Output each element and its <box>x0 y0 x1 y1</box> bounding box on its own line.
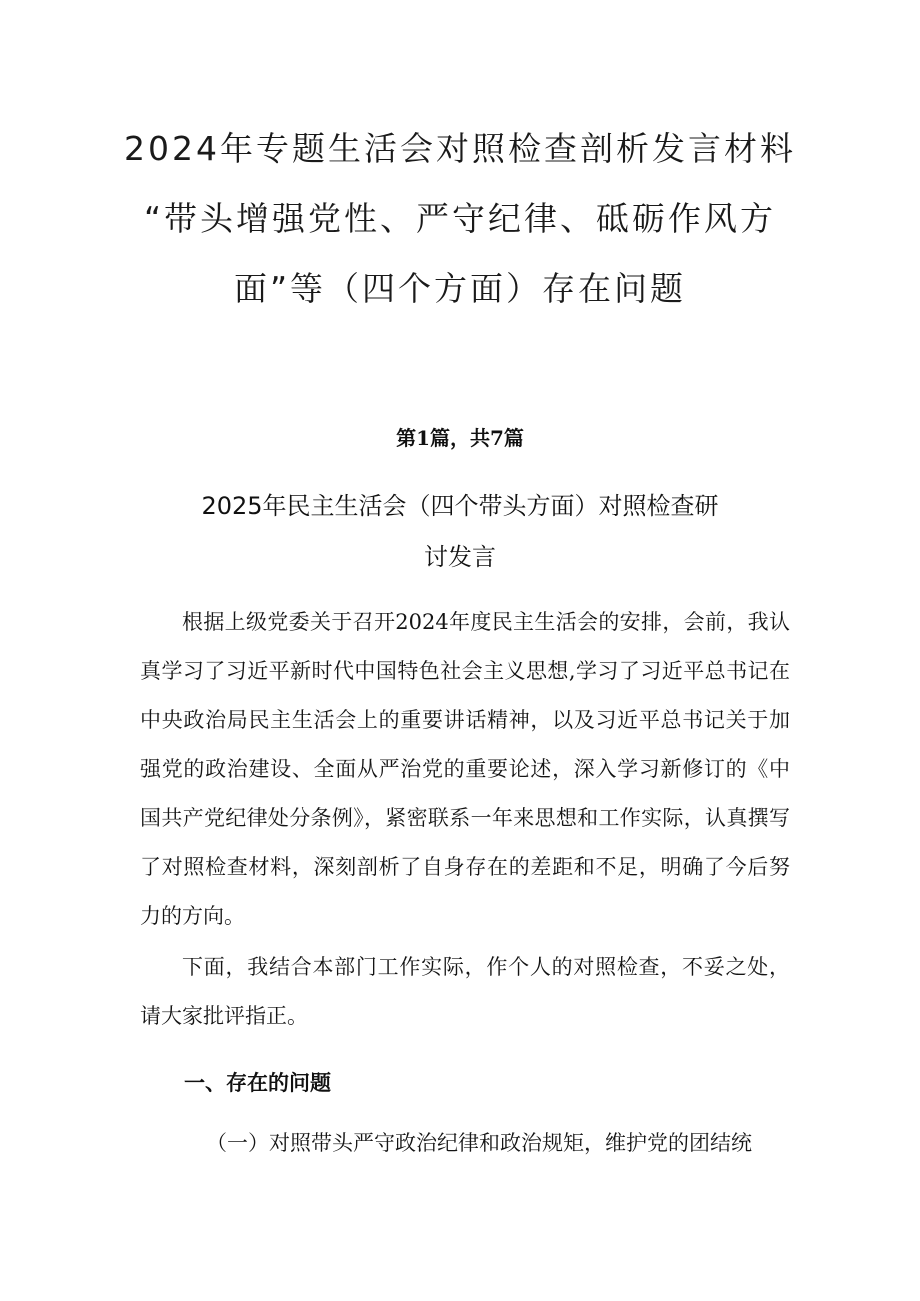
section-heading: 一、存在的问题 <box>184 1070 331 1095</box>
body-paragraph-intro: 根据上级党委关于召开2024年度民主生活会的安排，会前，我认真学习了习近平新时代中国特色社会主义思想,学习了习近平总书记在中央政治局民主生活会上的重要讲话精神，以及习近平总书记关于加强党的政治建设、全面从严治党的重要论述，深入学习新修订的《中国共产党纪律处分条例》，紧密联系一年来思想和工作实际，认真撰写了对照检查材料，深刻剖析了自身存在的差距和不足，明确了今后努力的方向。 <box>140 610 790 928</box>
main-title-line-3: 面”等（四个方面）存在问题 <box>233 269 687 308</box>
body-paragraph-transition: 下面，我结合本部门工作实际，作个人的对照检查，不妥之处，请大家批评指正。 <box>140 955 790 1028</box>
article-title-line-2: 讨发言 <box>424 543 496 571</box>
main-title-line-1: 2024年专题生活会对照检查剖析发言材料 <box>124 129 796 168</box>
subsection-line: （一）对照带头严守政治纪律和政治规矩，维护党的团结统 <box>206 1131 752 1155</box>
main-title-line-2: “带头增强党性、严守纪律、砥砺作风方 <box>143 199 777 238</box>
article-title-line-1: 2025年民主生活会（四个带头方面）对照检查研 <box>201 492 719 520</box>
article-counter: 第1篇，共7篇 <box>396 426 524 450</box>
